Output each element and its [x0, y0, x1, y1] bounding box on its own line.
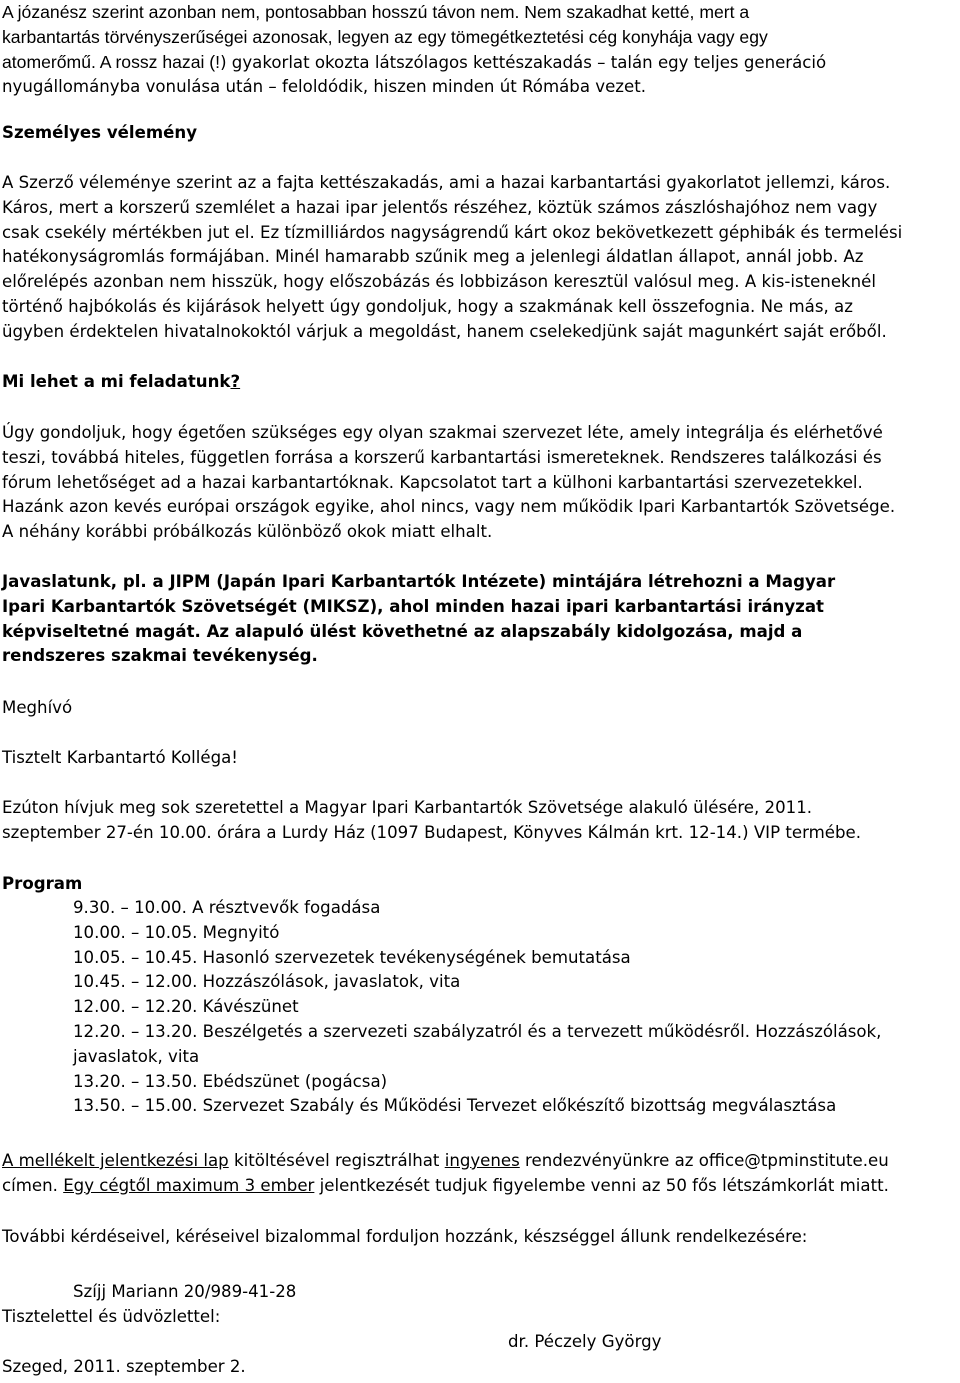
opinion-line: ügyben érdektelen hivatalnokoktól várjuk a megoldást, hanem cselekedjünk saját magunkért saját erőből. [2, 321, 887, 341]
registration-text: kitöltésével regisztrálhat [228, 1151, 445, 1170]
program-item: 9.30. – 10.00. A résztvevők fogadása [73, 898, 381, 917]
proposal-line: képviseltetné magát. Az alapuló ülést követhetné az alapszabály kidolgozása, majd a [2, 621, 803, 641]
proposal-line: rendszeres szakmai tevékenység. [2, 646, 318, 666]
task-line: fórum lehetőséget ad a hazai karbantartóknak. Kapcsolatot tart a külhoni karbantartási szervezetekkel. [2, 472, 863, 492]
registration-form-link[interactable]: A mellékelt jelentkezési lap [2, 1151, 229, 1170]
registration-free-link[interactable]: ingyenes [444, 1151, 520, 1170]
intro-line: nyugállományba vonulása után – feloldódik, hiszen minden út Rómába vezet. [2, 77, 646, 97]
program-item: 13.50. – 15.00. Szervezet Szabály és Működési Tervezet előkészítő bizottság megválasztása [73, 1096, 837, 1116]
closing-questions: További kérdéseivel, kéréseivel bizalommal forduljon hozzánk, készséggel állunk rendelkezésére: [2, 1227, 808, 1246]
opinion-line: csak csekély mértékben jut el. Ez tízmilliárdos nagyságrendű kárt okoz bekövetkezett géphibák és termelési [2, 222, 903, 242]
task-line: teszi, továbbá hiteles, független forrása a korszerű karbantartási ismereteknek. Rendszeres találkozási és [2, 447, 882, 467]
proposal-line: Ipari Karbantartók Szövetségét (MIKSZ), ahol minden hazai ipari karbantartási irányzat [2, 596, 824, 616]
program-item: 12.00. – 12.20. Kávészünet [73, 997, 299, 1017]
invite-line: szeptember 27-én 10.00. órára a Lurdy Ház (1097 Budapest, Könyves Kálmán krt. 12-14.) VIP termébe. [2, 822, 861, 842]
intro-line-part: ) gyakorlat okozta látszólagos kettészakadás – talán egy teljes generáció [220, 52, 827, 72]
program-heading: Program [2, 874, 83, 893]
task-heading [2, 370, 240, 395]
signature-name: dr. Péczely György [508, 1332, 662, 1351]
opinion-line: előrelépés azonban nem hisszük, hogy előszobázás és lobbizáson keresztül valósul meg. A kis-isteneknél [2, 272, 876, 292]
program-item: 12.20. – 13.20. Beszélgetés a szervezeti szabályzatról és a tervezett működésről. Hozzászólások, [73, 1021, 882, 1041]
program-item: 10.05. – 10.45. Hasonló szervezetek tevékenységének bemutatása [73, 947, 631, 967]
registration-text: címen. [2, 1175, 64, 1195]
program-item: 10.00. – 10.05. Megnyitó [73, 922, 280, 942]
intro-line: karbantartás törvényszerűségei azonosak, legyen az egy tömegétkeztetési cég konyhája vagy egy [2, 26, 768, 47]
opinion-line: hatékonyságromlás formájában. Minél hamarabb szűnik meg a jelenlegi áldatlan állapot, annál jobb. Az [2, 247, 864, 267]
program-item: 10.45. – 12.00. Hozzászólások, javaslatok, vita [73, 972, 461, 992]
registration-text: jelentkezését tudjuk figyelembe venni az 50 fős létszámkorlát miatt. [314, 1175, 889, 1195]
intro-line [2, 50, 826, 76]
task-line: A néhány korábbi próbálkozás különböző okok miatt elhalt. [2, 522, 493, 542]
place-date: Szeged, 2011. szeptember 2. [2, 1357, 246, 1376]
task-line: Úgy gondoljuk, hogy égetően szükséges egy olyan szakmai szervezet léte, amely integrálja és elérhetővé [2, 423, 883, 442]
registration-text: rendezvényünkre az office@tpminstitute.eu [519, 1151, 889, 1170]
opinion-heading: Személyes vélemény [2, 123, 198, 142]
registration-paragraph [2, 1149, 889, 1199]
registration-limit-link[interactable]: Egy cégtől maximum 3 ember [63, 1175, 315, 1195]
opinion-paragraph [2, 171, 902, 345]
program-item: 13.20. – 13.50. Ebédszünet (pogácsa) [73, 1071, 388, 1091]
closing-regards: Tisztelettel és üdvözlettel: [2, 1307, 221, 1326]
task-heading-qmark: ? [230, 372, 241, 391]
program-item: javaslatok, vita [73, 1046, 200, 1066]
invite-salutation: Tisztelt Karbantartó Kolléga! [2, 748, 238, 767]
task-heading-text: Mi lehet a mi feladatunk [2, 372, 231, 391]
intro-paragraph [2, 0, 826, 100]
task-line: Hazánk azon kevés európai országok egyike, ahol nincs, vagy nem működik Ipari Karbantartók Szövetsége. [2, 497, 896, 517]
invite-line: Ezúton hívjuk meg sok szeretettel a Magyar Ipari Karbantartók Szövetsége alakuló ülésére, 2011. [2, 798, 813, 817]
registration-line [2, 1149, 889, 1174]
opinion-line: Káros, mert a korszerű szemlélet a hazai ipar jelentős részéhez, köztük számos zászlóshajóhoz nem vagy [2, 197, 878, 217]
proposal-line: Javaslatunk, pl. a JIPM (Japán Ipari Karbantartók Intézete) mintájára létrehozni a Magyar [2, 572, 836, 591]
intro-line-part: atomerőmű. A rossz hazai (! [2, 51, 221, 72]
contact-person: Szíjj Mariann 20/989-41-28 [73, 1282, 297, 1301]
opinion-line: történő hajbókolás és kijárások helyett úgy gondoljuk, hogy a szakmának kell összefognia. Ne más, az [2, 296, 853, 316]
invite-paragraph [2, 796, 861, 846]
registration-line [2, 1174, 889, 1199]
program-list [2, 896, 881, 1119]
proposal-paragraph [2, 570, 835, 669]
task-paragraph [2, 421, 895, 545]
invite-heading: Meghívó [2, 698, 73, 717]
intro-line: A józanész szerint azonban nem, pontosabban hosszú távon nem. Nem szakadhat ketté, mert a [2, 2, 750, 22]
opinion-line: A Szerző véleménye szerint az a fajta kettészakadás, ami a hazai karbantartási gyakorlatot jellemzi, káros. [2, 173, 891, 192]
